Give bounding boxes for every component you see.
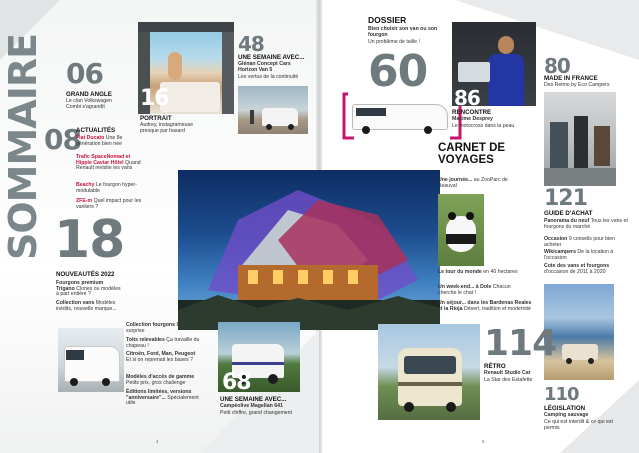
item-text: Désert, tradition et modernité: [463, 305, 531, 312]
entry-121-item: [544, 237, 632, 248]
item-text: Tous les vans et fourgons du marché: [544, 218, 628, 230]
entry-110-desc: Ce qui est interdit & ce qui est permis: [544, 419, 613, 431]
entry-06-number: 06: [66, 57, 103, 90]
entry-114-title: RÉTRO: [484, 363, 506, 370]
entry-121-title: GUIDE D'ACHAT: [544, 210, 593, 217]
item-head: Panorama du neuf: [544, 218, 590, 224]
item-text: Une 8e génération bien née: [76, 135, 123, 147]
entry-80-number: 80: [544, 54, 570, 78]
entry-80-desc: Des Reimo by Eco Campers: [544, 82, 610, 88]
entry-110-title: LÉGISLATION: [544, 405, 586, 412]
item-head: Le tour du monde: [438, 269, 482, 275]
entry-08-item: [76, 183, 142, 194]
entry-114-number: 114: [484, 323, 557, 364]
entry-68-number: 68: [222, 370, 251, 395]
item-head: Une journée...: [438, 177, 473, 183]
item-head: Beachy: [76, 182, 95, 188]
entry-48-number: 48: [238, 32, 264, 56]
entry-60-head: Bien choisir son van ou son fourgon: [368, 26, 438, 38]
item-head: Toits relevables: [126, 337, 165, 343]
item-head: Fourgons premium Trigano: [56, 280, 104, 292]
photo-marques-de-riscal: [178, 170, 440, 330]
item-text: Petits prix, gros challenge: [126, 379, 186, 386]
entry-91-title: CARNET DE VOYAGES: [438, 142, 506, 167]
item-head: Un week-end... à Dole: [438, 284, 492, 290]
item-head: Collection vans: [56, 300, 95, 306]
item-text: en 40 hectares: [483, 269, 518, 275]
entry-86-head: Maxime Desprey: [452, 116, 493, 122]
entry-18-item: [126, 338, 200, 349]
entry-114-desc: La Star des Estafette: [484, 377, 533, 383]
entry-121-item: [544, 219, 632, 230]
entry-18-item: [126, 352, 200, 363]
entry-91-number: 91: [396, 135, 433, 168]
photo-panda-zooparc: [438, 194, 484, 266]
left-page-number: 4: [156, 439, 159, 444]
entry-18-item: [126, 390, 200, 407]
item-head: Citroën, Ford, Man, Peugeot: [126, 351, 196, 357]
entry-48-head: Glénan Concept Cars Horizon Van 5: [238, 61, 291, 73]
entry-06-desc: Le clan Volkswagen Combi s'agrandit: [66, 98, 112, 110]
entry-110-head: Camping sauvage: [544, 412, 589, 418]
item-text: De la location à l'occasion: [544, 249, 614, 261]
item-text: surprise: [126, 327, 145, 334]
entry-114-head: Renault Studio Car: [484, 370, 531, 376]
item-text: d'occasion de 2011 à 2020: [544, 268, 606, 275]
item-text: Modèles inédits, nouvelle marque...: [56, 300, 117, 312]
photo-eco-campers-workshop: [544, 92, 616, 186]
entry-121-item: [544, 250, 632, 261]
photo-dossier-van: [348, 96, 452, 136]
entry-91-item: [438, 178, 524, 189]
item-head: Wikicampers: [544, 249, 576, 255]
item-head: ZFE-m: [76, 198, 93, 204]
entry-08-number: 08: [44, 123, 81, 156]
entry-16-title: PORTRAIT: [140, 115, 172, 122]
entry-110-number: 110: [544, 384, 579, 405]
entry-16-number: 16: [140, 86, 169, 111]
item-head: Éditions limitées, versions "anniversaire"...: [126, 389, 192, 401]
entry-91-item: [438, 285, 528, 296]
entry-80-title: MADE IN FRANCE: [544, 75, 598, 82]
entry-68-title: UNE SEMAINE AVEC...: [220, 396, 287, 403]
entry-18-item: [56, 281, 122, 298]
photo-horizon-van-beach: [238, 86, 308, 134]
entry-08-item: [76, 136, 138, 147]
item-text: Clones ou modèles à part entière ?: [56, 285, 121, 298]
entry-60-number: 60: [368, 46, 428, 97]
item-text: Ça travaille du chapeau !: [126, 337, 200, 349]
entry-18-number: 18: [54, 210, 125, 270]
entry-68-desc: Petit chiffre, grand changement: [220, 410, 292, 416]
item-text: Quel impact pour les vanliers ?: [76, 198, 142, 210]
entry-91-item: [438, 270, 524, 276]
item-head: Modèles d'accès de gamme: [126, 374, 195, 380]
item-head: Un séjour... dans les Bardenas Reales et la Rioja: [438, 300, 532, 312]
item-head: Fiat Ducato: [76, 135, 105, 141]
entry-06-title: GRAND ANGLE: [66, 91, 112, 98]
entry-08-title: ACTUALITÉS: [76, 127, 116, 134]
entry-91-item: [438, 301, 532, 312]
entry-18-title: NOUVEAUTÉS 2022: [56, 271, 115, 278]
entry-08-item: [76, 155, 142, 172]
item-text: Et si on reprenait les bases ?: [126, 356, 193, 363]
photo-renault-estafette: [378, 324, 480, 420]
entry-121-number: 121: [544, 186, 587, 211]
item-head: Occasion: [544, 236, 568, 242]
photo-trigano-van: [58, 328, 124, 392]
entry-68-head: Campéolive Magellan 641: [220, 403, 283, 409]
item-head: Collection fourgons: [126, 322, 175, 328]
item-text: Spécialement utile: [126, 394, 199, 407]
item-text: Chacun cherche le chat !: [438, 284, 511, 296]
entry-60-desc: Un problème de taille !: [368, 39, 420, 45]
entry-86-title: RENCONTRE: [452, 109, 492, 116]
entry-18-item: [126, 375, 200, 386]
entry-18-item: [56, 301, 122, 312]
entry-60-title: DOSSIER: [368, 15, 407, 25]
entry-48-desc: Les vertus de la continuité: [238, 74, 299, 80]
entry-16-desc: Audrey, instagrameuse presque par hasard: [140, 122, 193, 134]
entry-86-desc: Le motocross dans la peau: [452, 123, 515, 129]
item-text: Le fourgon hyper-modulable: [76, 182, 137, 194]
right-page-number: 5: [482, 439, 485, 444]
item-head: Trafic SpaceNomad et Hippie Caviar Hôtel: [76, 154, 131, 166]
item-text: 9 conseils pour bien acheter: [544, 236, 615, 248]
entry-121-item: [544, 264, 632, 275]
item-text: Quand Renault revisite les vans: [76, 159, 141, 172]
entry-48-title: UNE SEMAINE AVEC...: [238, 54, 305, 61]
item-text: au ZooParc de Beauval: [438, 177, 508, 189]
item-head: Cote des vans et fourgons: [544, 263, 610, 269]
entry-86-number: 86: [454, 86, 480, 110]
page-title: SOMMAIRE: [1, 33, 45, 260]
entry-08-item: [76, 199, 142, 210]
